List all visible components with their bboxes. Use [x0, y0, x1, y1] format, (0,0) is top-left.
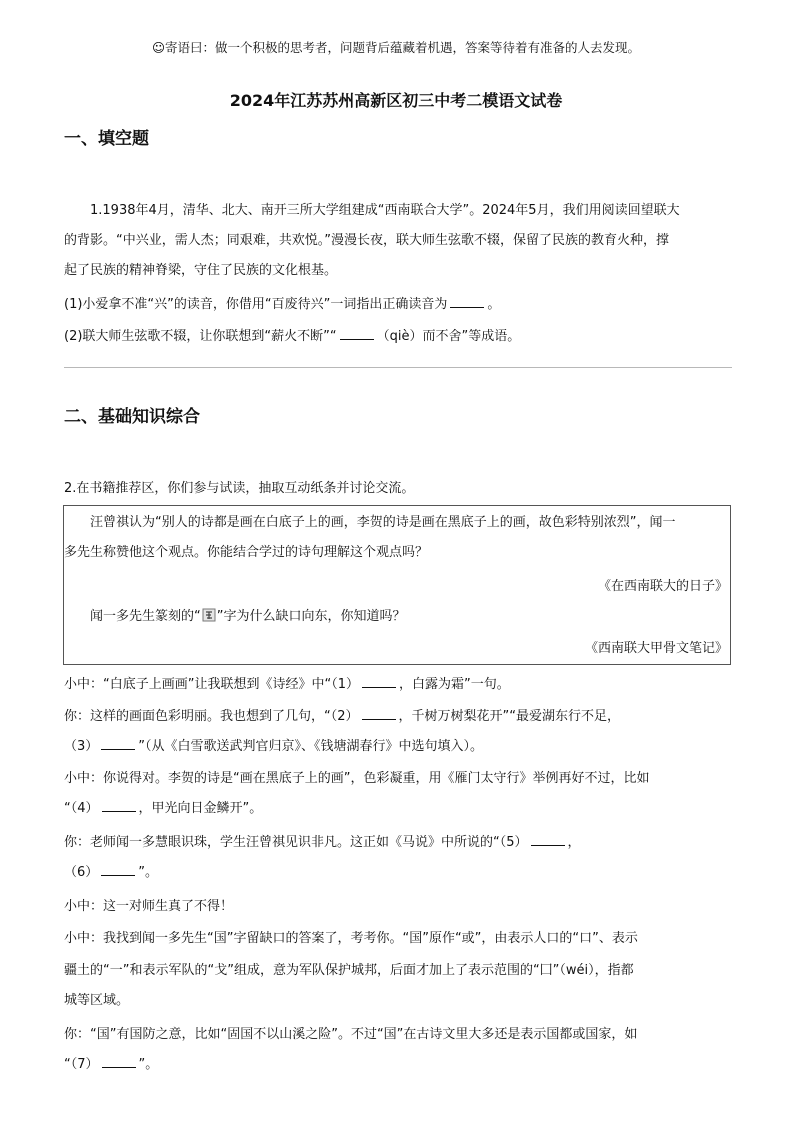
dialogue-line: [64, 670, 732, 700]
q1-paragraph-line: 起了民族的精神脊梁，守住了民族的文化根基。: [64, 263, 338, 278]
box-line: 汪曾祺认为“别人的诗都是画在白底子上的画，李贺的诗是画在黑底子上的画，故色彩特别浓烈”，闻一: [90, 515, 676, 530]
answer-blank[interactable]: [101, 735, 135, 750]
dialogue-line: 小中：这一对师生真了不得！: [64, 899, 234, 914]
dialogue-line: [64, 828, 732, 858]
q1-subquestion-1: [64, 290, 732, 320]
q1-sub2-text: (2)联大师生弦歌不辍，让你联想到“薪火不断”“: [64, 329, 337, 344]
dialogue-text: ，千树万树梨花开”“最爱湖东行不足，: [398, 709, 620, 724]
q2-intro: 2.在书籍推荐区，你们参与试读，抽取互动纸条并讨论交流。: [64, 481, 415, 496]
answer-blank[interactable]: [450, 293, 484, 308]
q1-sub1-end: 。: [487, 297, 501, 312]
q1-sub2-end: （qiè）而不舍”等成语。: [376, 329, 521, 344]
section-heading-basic-knowledge: 二、基础知识综合: [64, 407, 200, 427]
dialogue-text: ，甲光向日金鳞开”。: [138, 801, 263, 816]
answer-blank[interactable]: [102, 1053, 136, 1068]
box-line3-text: 闻一多先生篆刻的“: [90, 609, 201, 624]
answer-blank[interactable]: [340, 325, 374, 340]
answer-blank[interactable]: [531, 831, 565, 846]
dialogue-text: “（4）: [64, 801, 99, 816]
dialogue-text: ”。: [138, 1057, 159, 1072]
dialogue-line: 你：“国”有国防之意，比如“固国不以山溪之险”。不过“国”在古诗文里大多还是表示国都或国家，如: [64, 1027, 638, 1042]
box-source: 《西南联大甲骨文笔记》: [584, 641, 728, 656]
q1-paragraph-line: 1.1938年4月，清华、北大、南开三所大学组建成“西南联合大学”。2024年5月，我们用阅读回望联大: [90, 203, 680, 218]
dialogue-text: （6）: [64, 865, 99, 880]
dialogue-text: ”（从《白雪歌送武判官归京》、《钱塘湖春行》中选句填入）。: [138, 739, 484, 754]
section-divider: [64, 367, 732, 368]
seal-glyph-icon: [202, 604, 216, 618]
dialogue-text: ，: [567, 835, 581, 850]
page-title: 2024年江苏苏州高新区初三中考二模语文试卷: [229, 91, 563, 110]
dialogue-line: 小中：你说得对。李贺的诗是“画在黑底子上的画”，色彩凝重，用《雁门太守行》举例再好不过，比如: [64, 771, 650, 786]
answer-blank[interactable]: [362, 705, 396, 720]
dialogue-text: ”。: [138, 865, 159, 880]
box-line: [64, 602, 758, 632]
q1-sub1-text: (1)小爱拿不准“兴”的读音，你借用“百废待兴”一词指出正确读音为: [64, 297, 448, 312]
dialogue-line: 疆土的“一”和表示军队的“戈”组成，意为军队保护城邦，后面才加上了表示范围的“囗”（wéi），指都: [64, 963, 634, 978]
reading-slip-box: [63, 505, 731, 665]
motto-text: ☺寄语曰：做一个积极的思考者，问题背后蕴藏着机遇，答案等待着有准备的人去发现。: [151, 40, 641, 55]
answer-blank[interactable]: [102, 797, 136, 812]
dialogue-line: [64, 1050, 732, 1080]
dialogue-text: 你：老师闻一多慧眼识珠，学生汪曾祺见识非凡。这正如《马说》中所说的“（5）: [64, 835, 528, 850]
dialogue-line: [64, 732, 732, 762]
answer-blank[interactable]: [362, 673, 396, 688]
dialogue-text: ，白露为霜”一句。: [398, 677, 510, 692]
dialogue-text: （3）: [64, 739, 99, 754]
q1-paragraph-line: 的背影。“中兴业，需人杰；同艰难，共欢悦。”漫漫长夜，联大师生弦歌不辍，保留了民族的教育火种，撑: [64, 233, 669, 248]
dialogue-line: [64, 702, 732, 732]
answer-blank[interactable]: [101, 861, 135, 876]
dialogue-line: [64, 794, 732, 824]
dialogue-line: 城等区域。: [64, 993, 130, 1008]
dialogue-text: “（7）: [64, 1057, 99, 1072]
box-line3-end: ”字为什么缺口向东，你知道吗？: [216, 609, 406, 624]
dialogue-line: [64, 858, 732, 888]
box-line: 多先生称赞他这个观点。你能结合学过的诗句理解这个观点吗？: [64, 545, 429, 560]
box-source: 《在西南联大的日子》: [597, 579, 728, 594]
section-heading-fill-blank: 一、填空题: [64, 129, 149, 149]
q1-subquestion-2: [64, 322, 732, 352]
dialogue-text: 你：这样的画面色彩明丽。我也想到了几句，“（2）: [64, 709, 359, 724]
dialogue-text: 小中：“白底子上画画”让我联想到《诗经》中“（1）: [64, 677, 359, 692]
dialogue-line: 小中：我找到闻一多先生“国”字留缺口的答案了，考考你。“国”原作“或”，由表示人口的“口”、表示: [64, 931, 638, 946]
